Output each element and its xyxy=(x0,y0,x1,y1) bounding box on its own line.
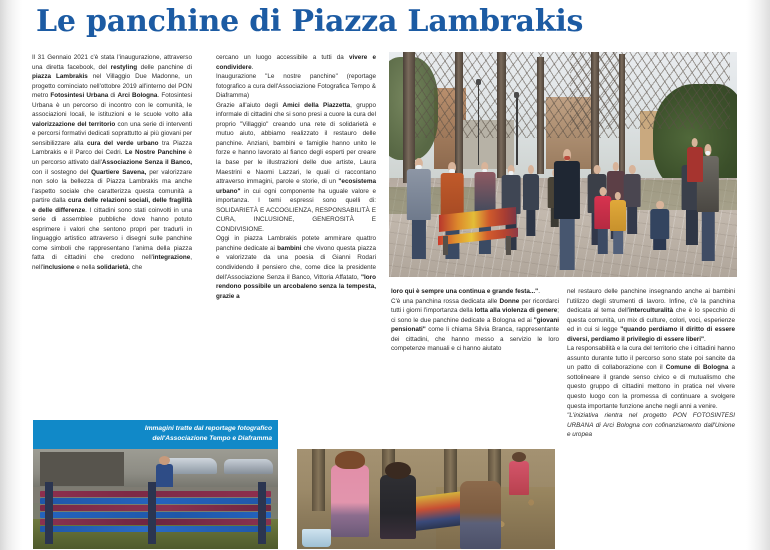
photo-credit-line-1: Immagini tratte dal reportage fotografico xyxy=(144,425,272,432)
page-right-edge xyxy=(746,0,770,550)
photo-child-pink-jacket xyxy=(331,465,370,537)
photo-person xyxy=(624,165,641,235)
paragraph: La responsabilità e la cura del territorio che i cittadini hanno assunto durante tutto il percorso sono state poi sancite da un patto di collaborazione con il Comune di Bologna a sottolineare il grande senso civico e di mutualismo che questo gruppo di cittadini mettono in pratica nel vivere questo luogo con la promessa di continuare a svolgere questa importante funzione anche negli anni a venire. xyxy=(567,345,735,410)
paragraph: "L'iniziativa rientra nel progetto PON FOTOSINTESI URBANA di Arci Bologna con cofinanziamento dall'Unione e uropea xyxy=(567,412,735,439)
photo-tree-trunk xyxy=(497,52,506,178)
photo-tree-trunk xyxy=(591,52,599,178)
paragraph: cercano un luogo accessibile a tutti da vivere e condividere. xyxy=(216,54,376,71)
photo-tree-trunk xyxy=(455,52,463,178)
page-title: Le panchine di Piazza Lambrakis xyxy=(36,4,584,39)
text-column-1 xyxy=(32,53,192,273)
bench-post xyxy=(45,482,53,544)
photo-painted-bench xyxy=(438,205,518,255)
photo-lamppost xyxy=(478,84,480,165)
paragraph: Oggi in piazza Lambrakis potete ammirare quattro panchine dedicate ai bambini che vivono questa piazza e valorizzate da una poesia di Gianni Rodari condividendo il pensiero che, come dice la presidente dell'Associazione Senza il Banco, Vittoria Affatato, "loro rendono possibile un arcobaleno senza la tempesta, grazie a xyxy=(216,235,376,300)
photo-girl xyxy=(460,481,501,549)
paragraph: Il 31 Gennaio 2021 c'è stata l'inaugurazione, attraverso una diretta facebook, del restyling delle panchine di piazza Lambrakis nel Villaggio Due Madonne, un progetto cominciato nell'ottobre 2019 all'interno del PON metro Fotosintesi Urbana di Arci Bologna. Fotosintesi Urbana è un percorso di incontro con le comunità, le associazioni locali, le istituzioni e le scuole volto alla valorizzazione del territorio con una serie di interventi e percorsi formativi dedicati soprattutto ai più giovani per sensibilizzare alla cura del verde urbano tra Piazza Lambrakis e il Parco dei Cedri. Le Nostre Panchine è un percorso attivato dall'Associazione Senza il Banco, con il sostegno del Quartiere Savena, per valorizzare non solo la bellezza di Piazza Lambrakis ma anche l'aspetto sociale che caratterizza questa comunità a partire dalla cura delle relazioni sociali, delle fragilità e delle differenze. I cittadini sono stati coinvolti in una serie di assemblee pubbliche dove hanno potuto esprimere i valori che sentono propri per tradurli in linguaggio artistico attraverso i disegni sulle panchine come simboli che rappresentano l'anima della piazza fatta di cittadini che credono nell'integrazione, nell'inclusione e nella solidarietà, che xyxy=(32,54,193,272)
photo-tree-trunk xyxy=(537,57,544,174)
page-left-edge xyxy=(0,0,22,550)
photo-person xyxy=(406,158,430,259)
text-column-3 xyxy=(391,287,559,354)
bench-post xyxy=(258,482,266,544)
paragraph: nel restauro delle panchine insegnando anche ai bambini l'utilizzo degli strumenti di lavoro. Infine, c'è la panchina dedicata al tema dell'interculturalità che è lo specchio di questa comunità, un mix di culture, colori, voci, esperienze ed in cui si legge "quando perdiamo il diritto di essere diversi, perdiamo il privilegio di essere liberi". xyxy=(567,288,735,343)
photo-person xyxy=(554,149,580,271)
photo-adult xyxy=(380,475,416,539)
photo-person-crouching xyxy=(650,201,669,251)
photo-tree-trunk xyxy=(619,54,625,173)
bench-post xyxy=(148,482,156,544)
bench-backrest xyxy=(439,207,516,232)
photo-car xyxy=(224,459,273,474)
photo-paint-bucket xyxy=(302,529,330,547)
photo-tree-trunk xyxy=(312,449,325,511)
photo-person xyxy=(523,165,539,237)
text-column-4 xyxy=(567,287,735,440)
paragraph: Grazie all'aiuto degli Amici della Piazzetta, gruppo informale di cittadini che si sono presi a cuore la cura del proprio "Villaggio" creando una rete di solidarietà e mutuo aiuto, abbiamo realizzato il restauro delle panchine. Anziani, bambini e famiglie hanno unito le forze e hanno lavorato al fianco degli esperti per creare la base per le illustrazioni delle due artiste, Laura Maestrini e Naomi Lazzari, le quali ci raccontano attraverso immagini, parole e storie, di un "ecosistema urbano" in cui ogni componente ha uguale valore e importanza. I temi espressi sono quelli di: SOLIDARIETÀ E ACCOGLIENZA, RESPONSABILITÀ E CURA, INCLUSIONE, GENEROSITÀ E CONDIVISIONE. xyxy=(216,101,376,233)
photo-painting-activity xyxy=(297,449,555,549)
photo-wall xyxy=(40,452,123,486)
paragraph: Inaugurazione "Le nostre panchine" (reportage fotografico a cura dell'Associazione Fotografica Tempo & Diaframma) xyxy=(216,73,376,100)
main-photo-group-in-piazza xyxy=(389,52,737,277)
bench-leg xyxy=(506,236,512,255)
bench-leg xyxy=(443,236,449,255)
photo-credit-line-2: dell'Associazione Tempo e Diaframma xyxy=(152,435,272,442)
photo-person xyxy=(687,138,703,183)
text-column-2 xyxy=(216,53,376,301)
photo-credit-banner xyxy=(33,420,278,449)
paragraph: loro qui è sempre una continua e grande festa...". xyxy=(391,288,540,295)
photo-child-distant xyxy=(509,461,530,495)
photo-painted-bench-closeup xyxy=(33,449,278,549)
photo-lamppost xyxy=(516,97,518,165)
paragraph: C'è una panchina rossa dedicata alle Donne per ricordarci tutti i giorni l'importanza della lotta alla violenza di genere; ci sono le due panchine dedicate a Bologna ed ai "giovani pensionati" come li chiama Silvia Branca, rappresentante dei cittadini, che hanno messo a servizio le loro competenze manuali e ci hanno aiutato xyxy=(391,297,559,353)
photo-child xyxy=(610,192,626,255)
